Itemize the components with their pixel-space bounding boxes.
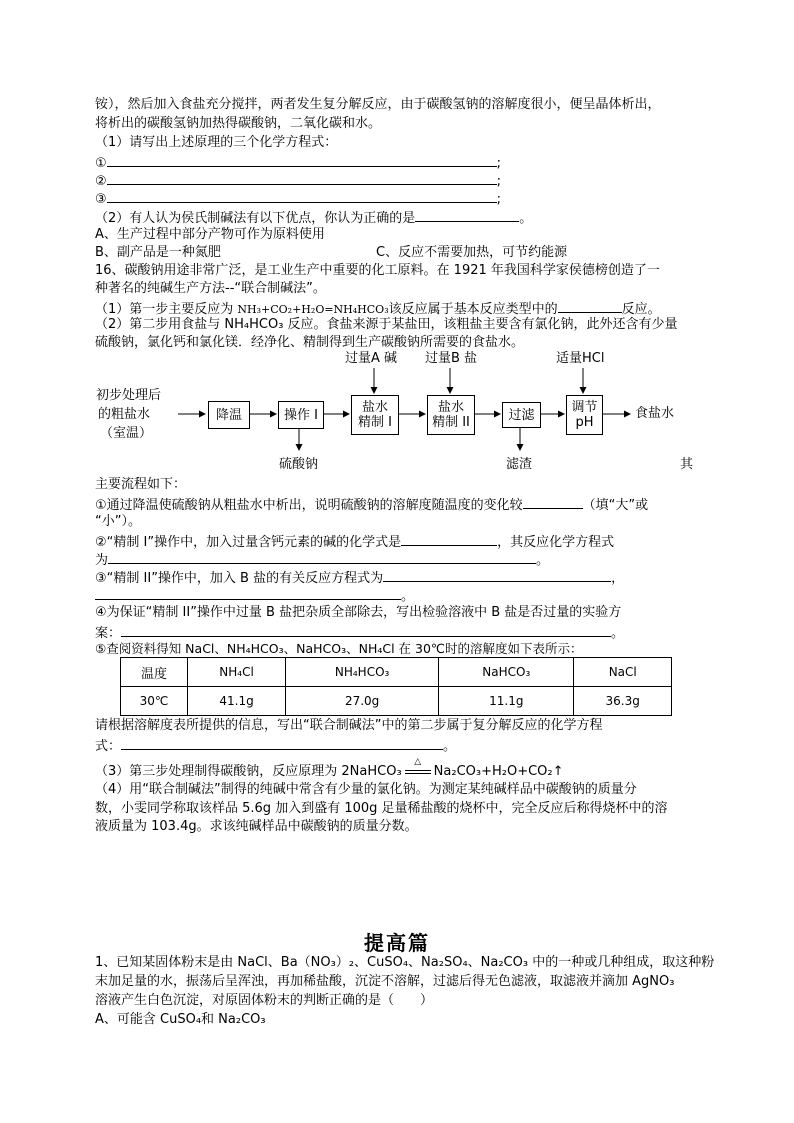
answer-blank-row-3 [95,189,501,208]
process-5-line: ⑤查阅资料得知 NaCl、NH₄HCO₃、NaHCO₃、NH₄Cl 在 30℃时的溶解度如下表所示： [95,641,583,656]
step-cool-label: 降温 [215,407,242,423]
process-4-text: 案： [95,626,122,641]
process-2-formula-blank[interactable] [401,532,497,546]
process-2-period: 。 [536,553,550,568]
process-3-blank-1[interactable] [383,568,611,582]
period: 。 [519,211,533,226]
process-3-comma: ， [611,571,625,586]
process-1-blank[interactable] [523,495,583,509]
process-3-text: ③“精制 II”操作中，加入 B 盐的有关反应方程式为 [95,571,384,586]
process-2-equation-blank[interactable] [108,550,536,564]
intro-line-2: 将析出的碳酸氢钠加热得碳酸钠，二氧化碳和水。 [95,116,382,131]
step-filter-box [502,402,541,428]
q16-step-1 [95,299,661,318]
q16-line-1: 16、碳酸钠用途非常广泛，是工业生产中重要的化工原料。在 1921 年我国科学家侯德榜创造了一 [95,263,660,278]
step-3-products: Na₂CO₃+H₂O+CO₂↑ [433,764,564,779]
refine2-label-b: 精制 II [432,415,470,430]
q16-line-2: 种著名的纯碱生产方法--“联合制碱法”。 [95,281,326,296]
reaction-type-blank[interactable] [558,299,622,313]
process-heading: 主要流程如下： [95,477,187,492]
after-table-line-2 [95,736,456,755]
byproduct-residue: 滤渣 [506,457,533,472]
blank-mark-2: ② [95,174,107,189]
process-1-line-1 [95,495,648,514]
process-4-blank[interactable] [121,623,611,637]
advanced-q1-line-3: 溶液产生白色沉淀，对原固体粉末的判断正确的是（ ） [95,993,434,1008]
answer-blank-row-1 [95,153,501,172]
process-4-line-1: ④为保证“精制 II”操作中过量 B 盐把杂质全部除去，写出检验溶液中 B 盐是否过量的实验方 [95,605,622,620]
flow-start-line-3: （室温） [100,426,153,441]
process-2-line-2 [95,550,549,569]
q16-step-2-line-1: （2）第二步用食盐与 NH₄HCO₃ 反应。食盐来源于某盐田，该粗盐主要含有氯化钠，此外还含有少量 [95,317,678,332]
process-3-line-1 [95,568,624,587]
flow-tail-text: 其 [680,457,694,472]
table-cell: 36.3g [574,687,672,716]
process-3-line-2 [95,586,414,605]
process-3-blank-2[interactable] [95,586,401,600]
filter-label: 过滤 [508,407,535,423]
flow-start-line-2: 的粗盐水 [98,407,151,422]
after-table-text: 式： [95,739,122,754]
advanced-q1-line-2: 末加足量的水，振荡后呈浑浊，再加稀盐酸，沉淀不溶解，过滤后得无色滤液，取滤液并滴加 AgNO₃ [95,974,675,989]
intro-line-1: 铵），然后加入食盐充分搅拌，两者发生复分解反应，由于碳酸氢钠的溶解度很小，便呈晶体析出， [95,97,661,112]
process-2-text-b: ，其反应化学方程式 [497,535,615,550]
option-a: A、生产过程中部分产物可作为原料使用 [95,227,325,242]
blank-mark-1: ① [95,156,107,171]
process-3-period: 。 [401,589,415,604]
step-1-text: （1）第一步主要反应为 [95,302,238,317]
after-table-line-1: 请根据溶解度表所提供的信息，写出“联合制碱法”中的第二步属于复分解反应的化学方程 [95,718,603,733]
option-c: C、反应不需要加热，可节约能源 [376,245,568,260]
table-cell: 11.1g [439,687,574,716]
equation-blank-2[interactable] [107,171,497,185]
process-1-text: ①通过降温使硫酸钠从粗盐水中析出，说明硫酸钠的溶解度随温度的变化较 [95,498,523,513]
section-title: 提高篇 [364,931,430,955]
table-cell: 41.1g [188,687,286,716]
question-2-text: （2）有人认为侯氏制碱法有以下优点，你认为正确的是 [95,211,416,226]
table-header-row [121,658,672,687]
step-4-line-2: 数，小雯同学称取该样品 5.6g 加入到盛有 100g 足量稀盐酸的烧杯中，完全反应后称得烧杯中的溶 [95,801,668,816]
refine2-label-a: 盐水 [437,400,464,415]
step-op1-box [278,401,324,429]
flow-start-line-1: 初步处理后 [96,388,162,403]
adjust-label-b: pH [575,415,594,430]
process-2-text-c: 为 [95,553,109,568]
heat-condition: △ [414,757,422,767]
byproduct-sodium-sulfate: 硫酸钠 [279,457,319,472]
step-op1-label: 操作 I [284,407,318,423]
semicolon: ; [496,156,502,171]
step-3-line [95,757,564,780]
process-4-line-2 [95,623,624,642]
advanced-option-a: A、可能含 CuSO₄和 Na₂CO₃ [95,1012,266,1027]
equation-blank-3[interactable] [107,189,497,203]
question-1-prompt: （1）请写出上述原理的三个化学方程式： [95,135,338,150]
refine1-label-a: 盐水 [361,400,388,415]
table-row [121,687,672,716]
adjust-label-a: 调节 [571,400,598,415]
equation-blank-1[interactable] [107,153,497,167]
step-1-text-c: 反应。 [621,302,661,317]
step-4-line-3: 液质量为 103.4g。求该纯碱样品中碳酸钠的质量分数。 [95,819,418,834]
option-b: B、副产品是一种氮肥 [95,245,221,260]
table-header-cell: 温度 [121,658,188,687]
reagent-a-label: 过量A 碱 [345,351,398,366]
advanced-q1-line-1: 1、已知某固体粉末是由 NaCl、Ba（NO₃）₂、CuSO₄、Na₂SO₄、Na₂CO₃ 中的一种或几种组成，取这种粉 [95,955,715,970]
heat-arrow [402,757,434,780]
table-cell: 27.0g [286,687,439,716]
semicolon: ; [496,174,502,189]
table-header-cell: NaHCO₃ [439,658,574,687]
process-2-line-1 [95,532,614,551]
step-cool-box [208,401,250,429]
question-2-blank[interactable] [415,208,519,222]
table-cell: 30℃ [121,687,188,716]
answer-blank-row-2 [95,171,501,190]
table-header-cell: NaCl [574,658,672,687]
step-3-text: （3）第三步处理制得碳酸钠，反应原理为 2NaHCO₃ [95,764,402,779]
solubility-table [120,657,672,716]
process-2-text: ②“精制 I”操作中，加入过量含钙元素的碱的化学式是 [95,535,402,550]
step-1-formula: NH₃+CO₂+H₂O=NH₄HCO₃ [237,303,389,316]
blank-mark-3: ③ [95,192,107,207]
step-4-line-1: （4）用“联合制碱法”制得的纯碱中常含有少量的氯化钠。为测定某纯碱样品中碳酸钠的质量分 [95,782,637,797]
flow-end-label: 食盐水 [635,406,675,421]
reagent-hcl-label: 适量HCl [556,351,605,366]
q16-step-2-line-2: 硫酸钠，氯化钙和氯化镁．经净化、精制得到生产碳酸钠所需要的食盐水。 [95,335,525,350]
after-table-period: 。 [443,739,457,754]
process-1-line-2: “小”）。 [95,514,141,529]
step-adjust-ph-box [566,395,603,435]
semicolon: ; [496,192,502,207]
step-refine1-box [351,395,399,435]
process-1-text-b: （填“大”或 [582,498,649,513]
process-4-period: 。 [611,626,625,641]
step-refine2-box [427,395,475,435]
refine1-label-b: 精制 I [358,415,392,430]
equation-answer-blank[interactable] [121,736,443,750]
question-2-prompt [95,208,532,227]
table-header-cell: NH₄Cl [188,658,286,687]
reagent-b-label: 过量B 盐 [425,351,478,366]
step-1-text-b: 该反应属于基本反应类型中的 [388,302,558,317]
table-header-cell: NH₄HCO₃ [286,658,439,687]
